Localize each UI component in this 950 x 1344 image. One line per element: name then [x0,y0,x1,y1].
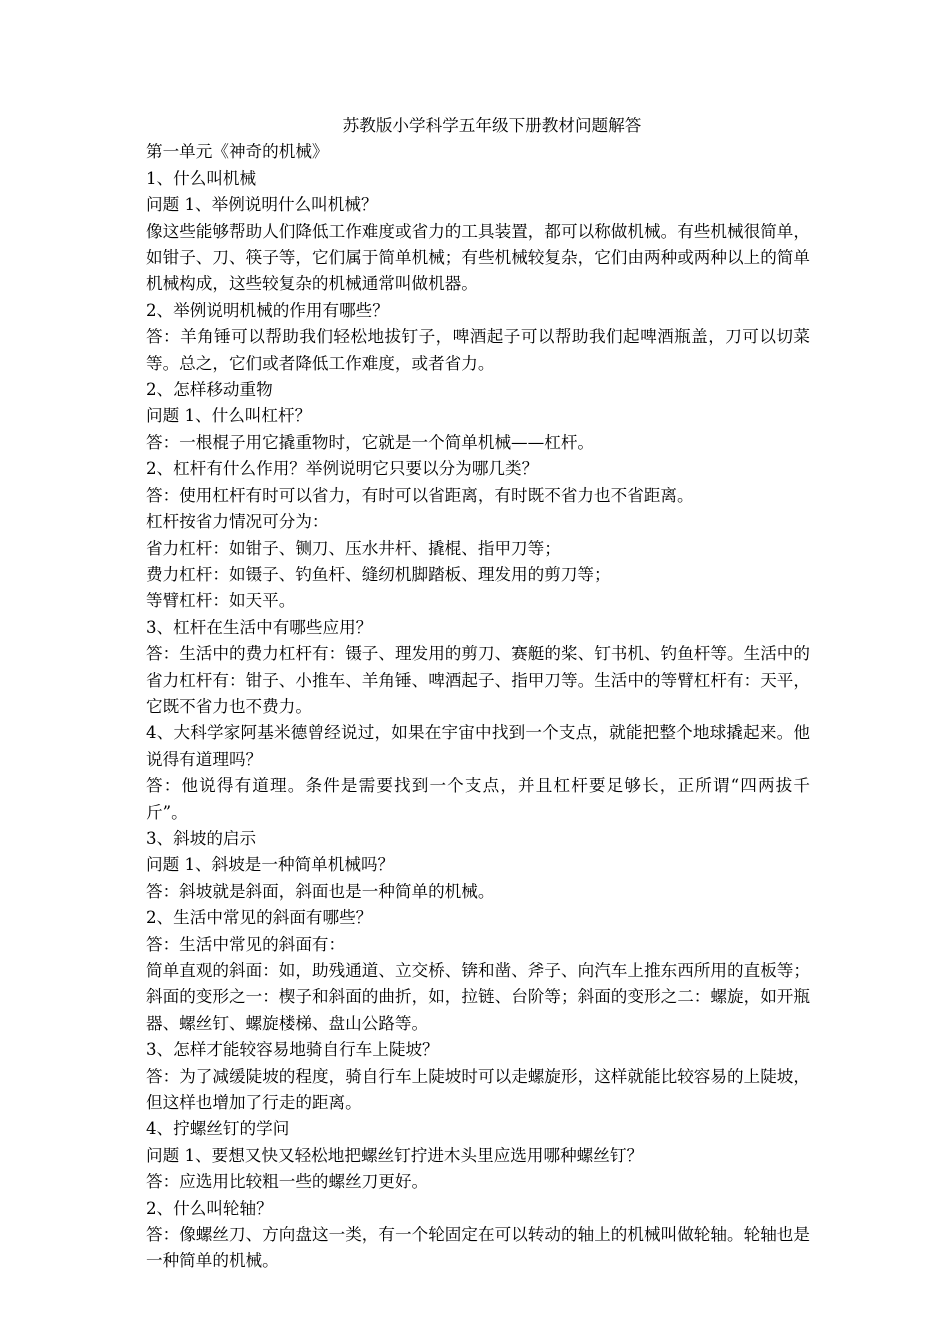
paragraph: 3、杠杆在生活中有哪些应用？ [146,617,373,637]
paragraph: 4、拧螺丝钉的学问 [146,1119,290,1139]
paragraph: 答：生活中的费力杠杆有：镊子、理发用的剪刀、赛艇的桨、钉书机、钓鱼杆等。生活中的省力杠杆有：钳子、小推车、羊角锤、啤酒起子、指甲刀等。生活中的等臂杠杆有：天平，它既不省力也不费力。 [146,644,810,716]
paragraph: 答：使用杠杆有时可以省力，有时可以省距离，有时既不省力也不省距离。 [146,485,694,505]
paragraph: 答：他说得有道理。条件是需要找到一个支点，并且杠杆要足够长，正所谓“四两拔千斤”。 [146,776,810,822]
paragraph: 第一单元《神奇的机械》 [146,142,329,162]
paragraph: 2、杠杆有什么作用？举例说明它只要以分为哪几类？ [146,459,539,479]
paragraph: 2、什么叫轮轴？ [146,1198,273,1218]
paragraph: 1、什么叫机械 [146,168,257,188]
paragraph: 答：一根棍子用它撬重物时，它就是一个简单机械——杠杆。 [146,432,595,452]
paragraph: 答：像螺丝刀、方向盘这一类，有一个轮固定在可以转动的轴上的机械叫做轮轴。轮轴也是一种简单的机械。 [146,1225,810,1271]
paragraph: 像这些能够帮助人们降低工作难度或省力的工具装置，都可以称做机械。有些机械很简单，如钳子、刀、筷子等，它们属于简单机械；有些机械较复杂，它们由两种或两种以上的简单机械构成，这些较复杂的机械通常叫做机器。 [146,221,810,294]
paragraph: 问题 1、要想又快又轻松地把螺丝钉拧进木头里应选用哪种螺丝钉？ [146,1145,644,1165]
document-page [146,113,810,1275]
paragraph: 答：斜坡就是斜面，斜面也是一种简单的机械。 [146,881,495,901]
paragraph: 杠杆按省力情况可分为： [146,512,329,532]
paragraph: 答：生活中常见的斜面有： [146,934,346,954]
paragraph: 问题 1、什么叫杠杆？ [146,406,312,426]
paragraph: 3、怎样才能较容易地骑自行车上陡坡？ [146,1040,439,1060]
paragraph: 等臂杠杆：如天平。 [146,591,296,611]
paragraph: 2、生活中常见的斜面有哪些？ [146,908,373,928]
paragraph: 答：为了减缓陡坡的程度，骑自行车上陡坡时可以走螺旋形，这样就能比较容易的上陡坡，但这样也增加了行走的距离。 [146,1066,810,1113]
paragraph: 2、举例说明机械的作用有哪些？ [146,300,389,320]
paragraph: 省力杠杆：如钳子、铡刀、压水井杆、撬棍、指甲刀等； [146,538,561,558]
document-body [146,139,810,1274]
document-title: 苏教版小学科学五年级下册教材问题解答 [342,116,642,135]
paragraph: 问题 1、斜坡是一种简单机械吗？ [146,855,395,875]
paragraph: 4、大科学家阿基米德曾经说过，如果在宇宙中找到一个支点，就能把整个地球撬起来。他说得有道理吗？ [146,723,810,769]
paragraph: 费力杠杆：如镊子、钓鱼杆、缝纫机脚踏板、理发用的剪刀等； [146,564,611,584]
paragraph: 3、斜坡的启示 [146,828,257,848]
paragraph: 问题 1、举例说明什么叫机械？ [146,195,378,215]
paragraph: 答：应选用比较粗一些的螺丝刀更好。 [146,1172,429,1192]
paragraph: 答：羊角锤可以帮助我们轻松地拔钉子，啤酒起子可以帮助我们起啤酒瓶盖，刀可以切菜等。总之，它们或者降低工作难度，或者省力。 [146,327,810,373]
paragraph: 简单直观的斜面：如，助残通道、立交桥、锛和凿、斧子、向汽车上推东西所用的直板等；斜面的变形之一：楔子和斜面的曲折，如，拉链、台阶等；斜面的变形之二：螺旋，如开瓶器、螺丝钉、螺旋楼梯、盘山公路等。 [146,961,810,1033]
paragraph: 2、怎样移动重物 [146,380,273,400]
